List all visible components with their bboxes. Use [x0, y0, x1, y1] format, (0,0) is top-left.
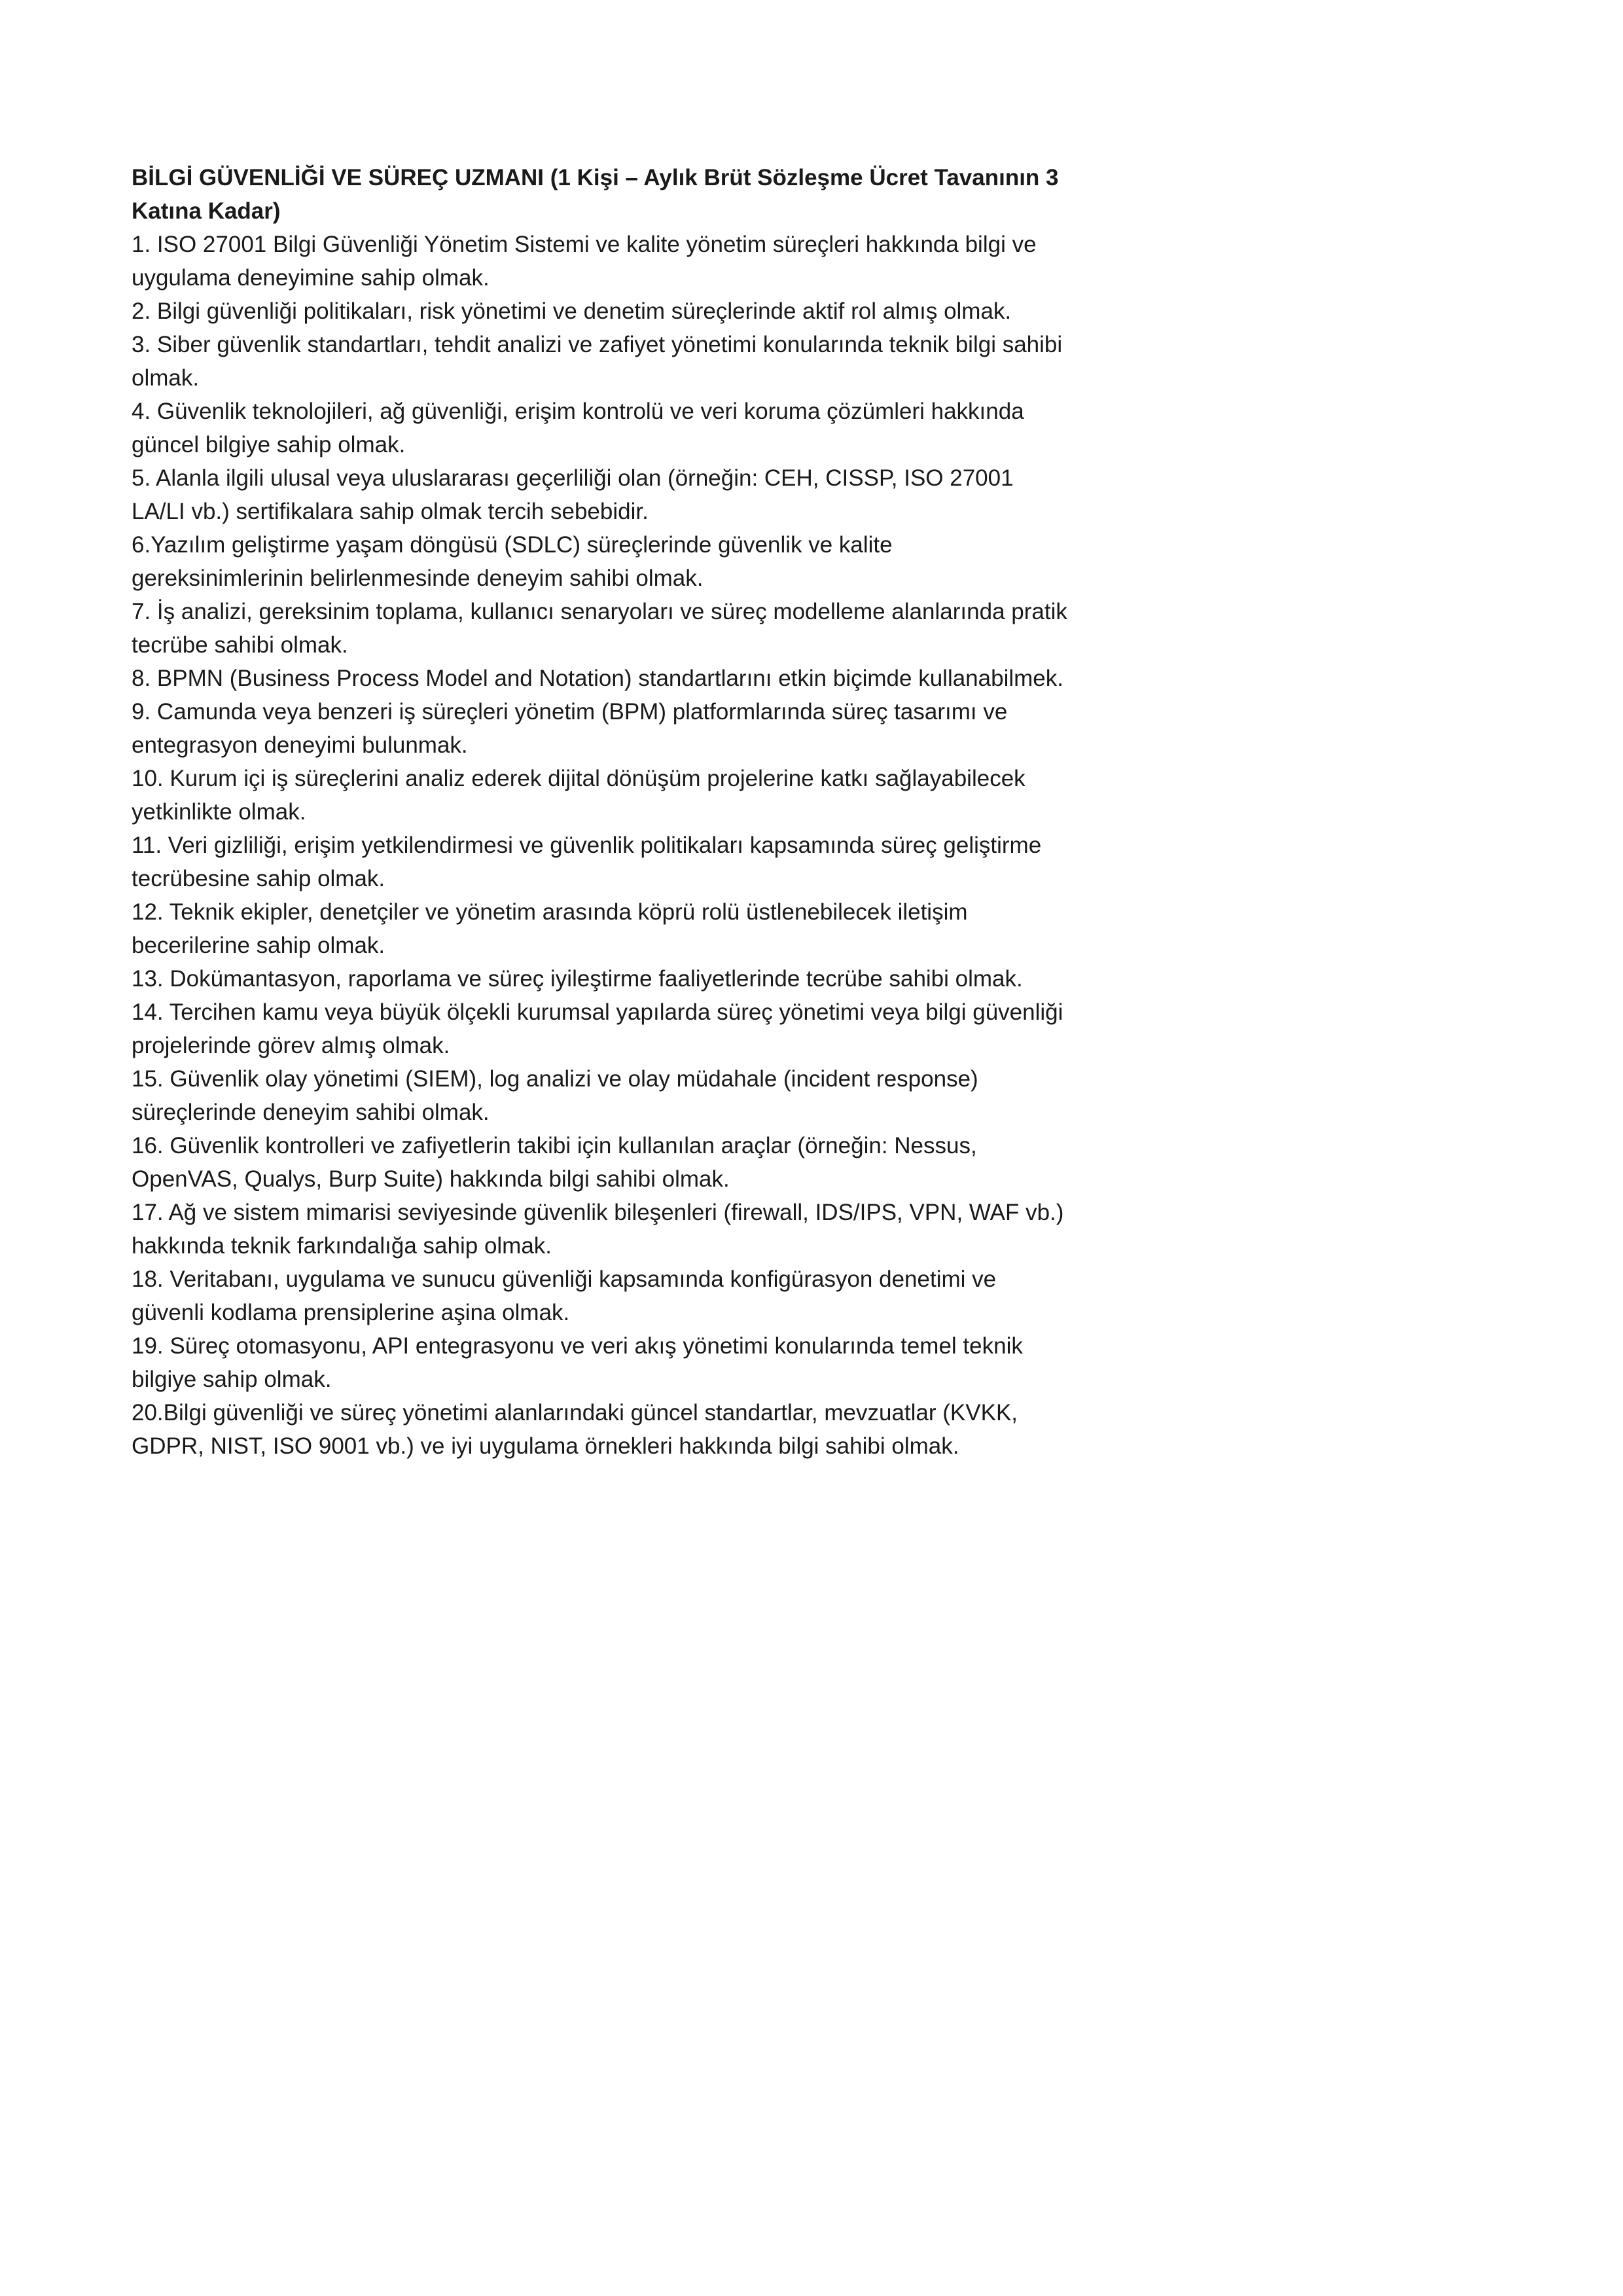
requirement-item: 10. Kurum içi iş süreçlerini analiz ederek dijital dönüşüm projelerine katkı sağlayabilecek yetkinlikte olmak.	[132, 766, 1026, 825]
requirement-item: 3. Siber güvenlik standartları, tehdit analizi ve zafiyet yönetimi konularında teknik bilgi sahibi olmak.	[132, 332, 1063, 391]
requirement-item: 9. Camunda veya benzeri iş süreçleri yönetim (BPM) platformlarında süreç tasarımı ve entegrasyon deneyimi bulunmak.	[132, 699, 1008, 758]
requirement-item: 7. İş analizi, gereksinim toplama, kullanıcı senaryoları ve süreç modelleme alanlarında pratik tecrübe sahibi olmak.	[132, 599, 1067, 658]
requirement-item: 14. Tercihen kamu veya büyük ölçekli kurumsal yapılarda süreç yönetimi veya bilgi güvenliği projelerinde görev almış olmak.	[132, 999, 1063, 1058]
requirement-item: 13. Dokümantasyon, raporlama ve süreç iyileştirme faaliyetlerinde tecrübe sahibi olmak.	[132, 966, 1023, 992]
requirement-item: 11. Veri gizliliği, erişim yetkilendirmesi ve güvenlik politikaları kapsamında süreç geliştirme tecrübesine sahip olmak.	[132, 833, 1042, 891]
requirement-item: 18. Veritabanı, uygulama ve sunucu güvenliği kapsamında konfigürasyon denetimi ve güvenli kodlama prensiplerine aşina olmak.	[132, 1266, 997, 1325]
requirement-item: 2. Bilgi güvenliği politikaları, risk yönetimi ve denetim süreçlerinde aktif rol almış olmak.	[132, 298, 1012, 324]
requirement-item: 19. Süreç otomasyonu, API entegrasyonu ve veri akış yönetimi konularında temel teknik bilgiye sahip olmak.	[132, 1333, 1023, 1392]
requirement-item: 4. Güvenlik teknolojileri, ağ güvenliği, erişim kontrolü ve veri koruma çözümleri hakkında güncel bilgiye sahip olmak.	[132, 399, 1024, 457]
requirement-item: 8. BPMN (Business Process Model and Notation) standartlarını etkin biçimde kullanabilmek.	[132, 666, 1063, 691]
requirement-item: 1. ISO 27001 Bilgi Güvenliği Yönetim Sistemi ve kalite yönetim süreçleri hakkında bilgi ve uygulama deneyimine sahip olmak.	[132, 232, 1037, 291]
requirement-item: 15. Güvenlik olay yönetimi (SIEM), log analizi ve olay müdahale (incident response) süreçlerinde deneyim sahibi olmak.	[132, 1066, 978, 1125]
document-page	[132, 161, 1067, 1463]
requirement-item: 17. Ağ ve sistem mimarisi seviyesinde güvenlik bileşenleri (firewall, IDS/IPS, VPN, WAF vb.) hakkında teknik farkındalığa sahip olmak.	[132, 1200, 1064, 1259]
requirement-item: 5. Alanla ilgili ulusal veya uluslararası geçerliliği olan (örneğin: CEH, CISSP, ISO 27001 LA/LI vb.) sertifikalara sahip olmak tercih sebebidir.	[132, 465, 1014, 524]
requirement-item: 6.Yazılım geliştirme yaşam döngüsü (SDLC) süreçlerinde güvenlik ve kalite gereksinimlerinin belirlenmesinde deneyim sahibi olmak.	[132, 532, 893, 591]
position-title: BİLGİ GÜVENLİĞİ VE SÜREÇ UZMANI (1 Kişi – Aylık Brüt Sözleşme Ücret Tavanının 3 Katına Kadar)	[132, 165, 1059, 224]
requirement-item: 12. Teknik ekipler, denetçiler ve yönetim arasında köprü rolü üstlenebilecek iletişim becerilerine sahip olmak.	[132, 899, 968, 958]
requirement-item: 16. Güvenlik kontrolleri ve zafiyetlerin takibi için kullanılan araçlar (örneğin: Nessus, OpenVAS, Qualys, Burp Suite) hakkında bilgi sahibi olmak.	[132, 1133, 977, 1192]
requirement-item: 20.Bilgi güvenliği ve süreç yönetimi alanlarındaki güncel standartlar, mevzuatlar (KVKK, GDPR, NIST, ISO 9001 vb.) ve iyi uygulama örnekleri hakkında bilgi sahibi olmak.	[132, 1400, 1018, 1459]
